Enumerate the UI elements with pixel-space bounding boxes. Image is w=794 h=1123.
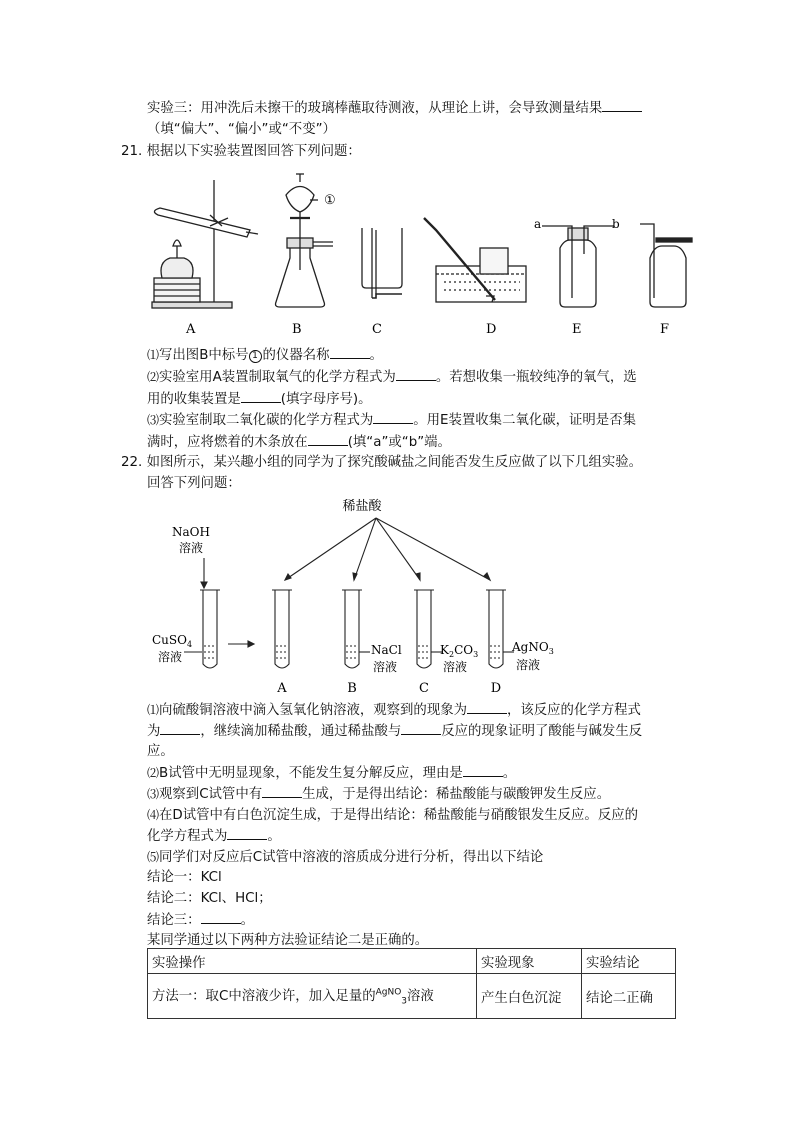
port-b-label: b — [612, 217, 620, 231]
table-cell-conclusion: 结论二正确 — [582, 974, 676, 1019]
tube-a-label: A — [277, 681, 287, 696]
table-header: 实验现象 — [477, 949, 582, 974]
q21-sub2: ⑵实验室用A装置制取氧气的化学方程式为 。若想收集一瓶较纯净的氧气，选 — [147, 370, 637, 385]
port-a-label: a — [534, 217, 542, 231]
answer-blank[interactable] — [308, 433, 348, 446]
nacl-label: NaCl — [371, 643, 402, 657]
table-cell-phenomenon: 产生白色沉淀 — [477, 974, 582, 1019]
answer-blank[interactable] — [227, 827, 267, 840]
answer-blank[interactable] — [330, 346, 370, 359]
q22-sub1-cont: 为 ，继续滴加稀盐酸，通过稀盐酸与 反应的现象证明了酸能与碱发生反 — [147, 724, 643, 739]
table-header: 实验结论 — [582, 949, 676, 974]
table-header-row — [148, 949, 676, 974]
q22-stem: 22. 如图所示，某兴趣小组的同学为了探究酸碱盐之间能否发生反应做了以下几组实验。 — [121, 455, 643, 470]
apparatus-figure — [140, 170, 700, 345]
answer-blank[interactable] — [373, 411, 413, 424]
answer-blank[interactable] — [241, 390, 281, 403]
label-b: B — [292, 322, 302, 337]
table-cell-operation: 方法一：取C中溶液少许，加入足量的$^{AgNO}_3$溶液 — [148, 974, 477, 1019]
conclusion-3: 结论三： 。 — [147, 913, 254, 928]
verify-text: 某同学通过以下两种方法验证结论二是正确的。 — [147, 933, 429, 948]
apparatus-e — [542, 226, 614, 307]
cuso4-solution-label: 溶液 — [158, 650, 183, 664]
q21-sub3-cont: 满时，应将燃着的木条放在 (填“a”或“b”端。 — [147, 435, 451, 450]
acid-arrows — [285, 518, 490, 580]
answer-blank[interactable] — [467, 701, 507, 714]
apparatus-f — [640, 224, 692, 307]
q22-sub5: ⑸同学们对反应后C试管中溶液的溶质成分进行分析，得出以下结论 — [147, 850, 544, 865]
q21-stem: 21. 根据以下实验装置图回答下列问题： — [121, 144, 361, 159]
answer-blank[interactable] — [463, 764, 503, 777]
agno3-solution-label: 溶液 — [516, 658, 541, 672]
q22-sub1: ⑴向硫酸铜溶液中滴入氢氧化钠溶液，观察到的现象为 ，该反应的化学方程式 — [147, 703, 641, 718]
q22-sub3: ⑶观察到C试管中有 生成，于是得出结论：稀盐酸能与碳酸钾发生反应。 — [147, 787, 611, 802]
k2co3-solution-label: 溶液 — [443, 660, 468, 674]
q21-sub1: ⑴写出图B中标号 1 的仪器名称 。 — [147, 348, 383, 363]
naoh-arrow — [201, 558, 207, 588]
naoh-solution-label: 溶液 — [178, 541, 204, 555]
answer-blank[interactable] — [201, 911, 241, 924]
q22-sub2: ⑵B试管中无明显现象，不能发生复分解反应，理由是 。 — [147, 766, 517, 781]
acid-label: 稀盐酸 — [342, 499, 382, 514]
label-f: F — [660, 322, 670, 337]
conclusion-1: 结论一：KCl — [147, 870, 222, 885]
apparatus-d — [424, 218, 526, 302]
label-e: E — [572, 322, 582, 337]
q22-sub4: ⑷在D试管中有白色沉淀生成，于是得出结论：稀盐酸能与硝酸银发生反应。反应的 — [147, 808, 638, 823]
transfer-arrow — [228, 641, 254, 647]
k2co3-label: $K_2CO_3$ — [440, 643, 479, 659]
answer-blank[interactable] — [602, 99, 642, 112]
table-row — [148, 974, 676, 1019]
mark-one: ① — [324, 193, 336, 208]
exp3-line2: （填“偏大”、“偏小”或“不变”） — [147, 122, 336, 137]
q22-sub4-cont: 化学方程式为 。 — [147, 829, 281, 844]
q21-sub2-cont: 用的收集装置是 (填字母序号)。 — [147, 392, 372, 407]
tube-d-label: D — [490, 681, 502, 696]
apparatus-c — [362, 228, 402, 298]
answer-blank[interactable] — [262, 785, 302, 798]
q22-stem2: 回答下列问题： — [147, 476, 241, 491]
naoh-label: NaOH — [172, 525, 210, 539]
conclusion-2: 结论二：KCl、HCl； — [147, 891, 272, 906]
tube-c-label: C — [419, 681, 429, 696]
circled-one-icon: 1 — [249, 350, 262, 363]
apparatus-a — [152, 180, 258, 308]
answer-blank[interactable] — [160, 722, 200, 735]
label-a: A — [186, 322, 196, 337]
experiment-table — [147, 948, 676, 1019]
q21-sub3: ⑶实验室制取二氧化碳的化学方程式为 。用E装置收集二氧化碳，证明是否集 — [147, 413, 636, 428]
label-c: C — [372, 322, 382, 337]
label-d: D — [486, 322, 497, 337]
answer-blank[interactable] — [401, 722, 441, 735]
answer-blank[interactable] — [396, 368, 436, 381]
agno3-label: AgNO$_3$ — [512, 640, 554, 656]
cuso4-label: CuSO$_4$ — [152, 633, 193, 649]
tube-b-label: B — [347, 681, 357, 696]
reaction-figure — [140, 494, 570, 700]
nacl-solution-label: 溶液 — [373, 660, 398, 674]
q22-sub1-cont2: 应。 — [147, 744, 174, 759]
exp3-line1: 实验三：用冲洗后未擦干的玻璃棒蘸取待测液，从理论上讲，会导致测量结果 — [147, 99, 642, 118]
table-header: 实验操作 — [148, 949, 477, 974]
